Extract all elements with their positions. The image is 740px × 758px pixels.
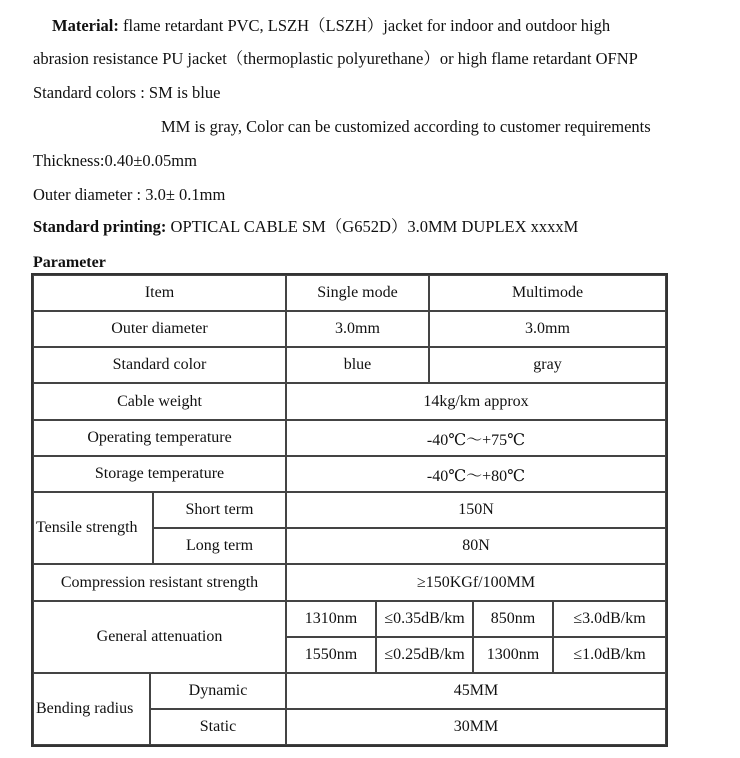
cell-attenuation-value: ≤3.0dB/km: [553, 601, 666, 637]
material-text: flame retardant PVC, LSZH（LSZH）jacket for indoor and outdoor high: [123, 16, 611, 35]
row-label-operating-temperature: Operating temperature: [33, 420, 286, 456]
cell-attenuation-value: ≤1.0dB/km: [553, 637, 666, 673]
printing-label: Standard printing:: [33, 217, 167, 236]
cell-attenuation-value: ≤0.35dB/km: [376, 601, 473, 637]
cell-attenuation-wavelength: 850nm: [473, 601, 553, 637]
colors-line-1: Standard colors : SM is blue: [33, 83, 221, 102]
header-item: Item: [33, 275, 286, 311]
row-label-compression: Compression resistant strength: [33, 564, 286, 601]
colors-line-2: MM is gray, Color can be customized according to customer requirements: [161, 117, 651, 136]
parameter-table: [31, 273, 668, 747]
row-label-tensile-strength: Tensile strength: [33, 492, 153, 564]
cell-attenuation-value: ≤0.25dB/km: [376, 637, 473, 673]
cell-operating-temperature: -40℃～+75℃: [286, 420, 666, 456]
cell-attenuation-wavelength: 1310nm: [286, 601, 376, 637]
material-line-2: abrasion resistance PU jacket（thermoplastic polyurethane）or high flame retardant OFNP: [33, 49, 638, 68]
row-label-short-term: Short term: [153, 492, 286, 528]
printing-line: [33, 217, 578, 237]
material-label: Material:: [52, 16, 119, 35]
thickness-line: Thickness:0.40±0.05mm: [33, 151, 197, 170]
cell-attenuation-wavelength: 1550nm: [286, 637, 376, 673]
row-label-bending-radius: Bending radius: [33, 673, 150, 745]
parameter-heading: Parameter: [33, 254, 106, 271]
cell-outer-diameter-multi: 3.0mm: [429, 311, 666, 347]
header-single-mode: Single mode: [286, 275, 429, 311]
cell-standard-color-single: blue: [286, 347, 429, 383]
header-multimode: Multimode: [429, 275, 666, 311]
row-label-dynamic: Dynamic: [150, 673, 286, 709]
cell-outer-diameter-single: 3.0mm: [286, 311, 429, 347]
outer-diameter-line: Outer diameter : 3.0± 0.1mm: [33, 185, 226, 204]
cell-dynamic: 45MM: [286, 673, 666, 709]
cell-cable-weight: 14kg/km approx: [286, 383, 666, 420]
cell-standard-color-multi: gray: [429, 347, 666, 383]
row-label-static: Static: [150, 709, 286, 745]
printing-text: OPTICAL CABLE SM（G652D）3.0MM DUPLEX xxxxM: [170, 217, 579, 236]
row-label-storage-temperature: Storage temperature: [33, 456, 286, 492]
cell-compression: ≥150KGf/100MM: [286, 564, 666, 601]
cell-static: 30MM: [286, 709, 666, 745]
cell-short-term: 150N: [286, 492, 666, 528]
cell-long-term: 80N: [286, 528, 666, 564]
row-label-general-attenuation: General attenuation: [33, 601, 286, 673]
cell-attenuation-wavelength: 1300nm: [473, 637, 553, 673]
row-label-cable-weight: Cable weight: [33, 383, 286, 420]
cell-storage-temperature: -40℃～+80℃: [286, 456, 666, 492]
row-label-standard-color: Standard color: [33, 347, 286, 383]
material-line-1: [52, 16, 610, 36]
row-label-outer-diameter: Outer diameter: [33, 311, 286, 347]
row-label-long-term: Long term: [153, 528, 286, 564]
